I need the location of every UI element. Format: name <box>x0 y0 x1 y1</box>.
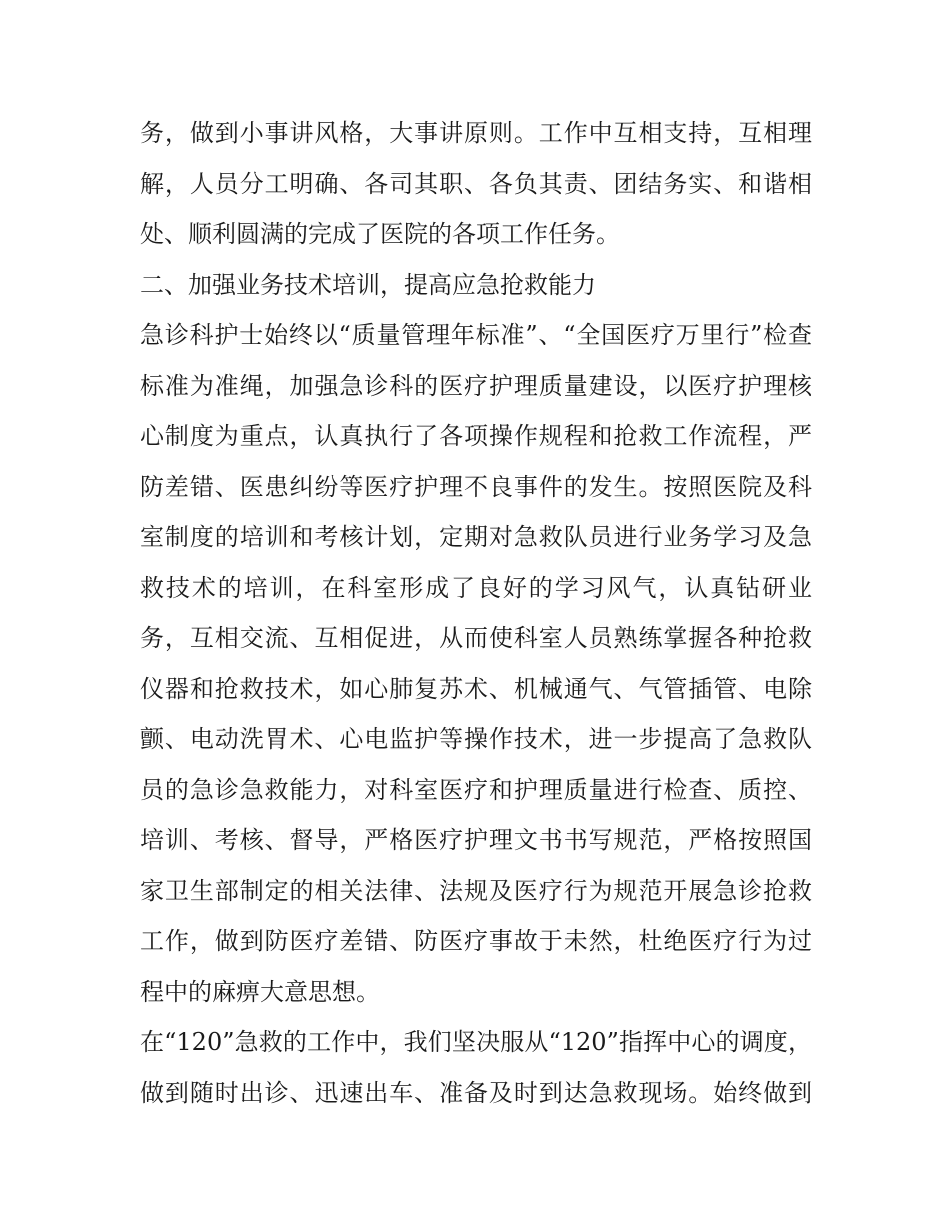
paragraph-line: 救技术的培训，在科室形成了良好的学习风气，认真钻研业 <box>140 573 812 602</box>
paragraph-line: 程中的麻痹大意思想。 <box>140 977 380 1006</box>
paragraph-line: 解，人员分工明确、各司其职、各负其责、团结务实、和谐相 <box>140 169 812 198</box>
paragraph-line: 培训、考核、督导，严格医疗护理文书书写规范，严格按照国 <box>140 826 812 854</box>
paragraph-line: 颤、电动洗胃术、心电监护等操作技术，进一步提高了急救队 <box>140 725 812 753</box>
paragraph-line: 心制度为重点，认真执行了各项操作规程和抢救工作流程，严 <box>140 422 812 450</box>
paragraph-line: 务，做到小事讲风格，大事讲原则。工作中互相支持，互相理 <box>140 119 812 147</box>
paragraph-line: 家卫生部制定的相关法律、法规及医疗行为规范开展急诊抢救 <box>140 876 812 905</box>
paragraph-line: 仪器和抢救技术，如心肺复苏术、机械通气、气管插管、电除 <box>140 674 812 703</box>
paragraph-line: 做到随时出诊、迅速出车、准备及时到达急救现场。始终做到 <box>140 1078 812 1107</box>
paragraph-line: 急诊科护士始终以“质量管理年标准”、“全国医疗万里行”检查 <box>140 321 812 349</box>
paragraph-line: 工作，做到防医疗差错、防医疗事故于未然，杜绝医疗行为过 <box>140 927 812 955</box>
section-heading: 二、加强业务技术培训，提高应急抢救能力 <box>140 270 596 299</box>
paragraph-line: 室制度的培训和考核计划，定期对急救队员进行业务学习及急 <box>140 523 812 551</box>
paragraph-line: 员的急诊急救能力，对科室医疗和护理质量进行检查、质控、 <box>140 775 812 804</box>
paragraph-line: 防差错、医患纠纷等医疗护理不良事件的发生。按照医院及科 <box>140 472 812 501</box>
paragraph-line: 在“120”急救的工作中，我们坚决服从“120”指挥中心的调度， <box>140 1028 812 1056</box>
document-body <box>140 108 812 1118</box>
paragraph-line: 标准为准绳，加强急诊科的医疗护理质量建设，以医疗护理核 <box>140 371 812 400</box>
paragraph-line: 处、顺利圆满的完成了医院的各项工作任务。 <box>140 220 620 248</box>
paragraph-line: 务，互相交流、互相促进，从而使科室人员熟练掌握各种抢救 <box>140 624 812 652</box>
